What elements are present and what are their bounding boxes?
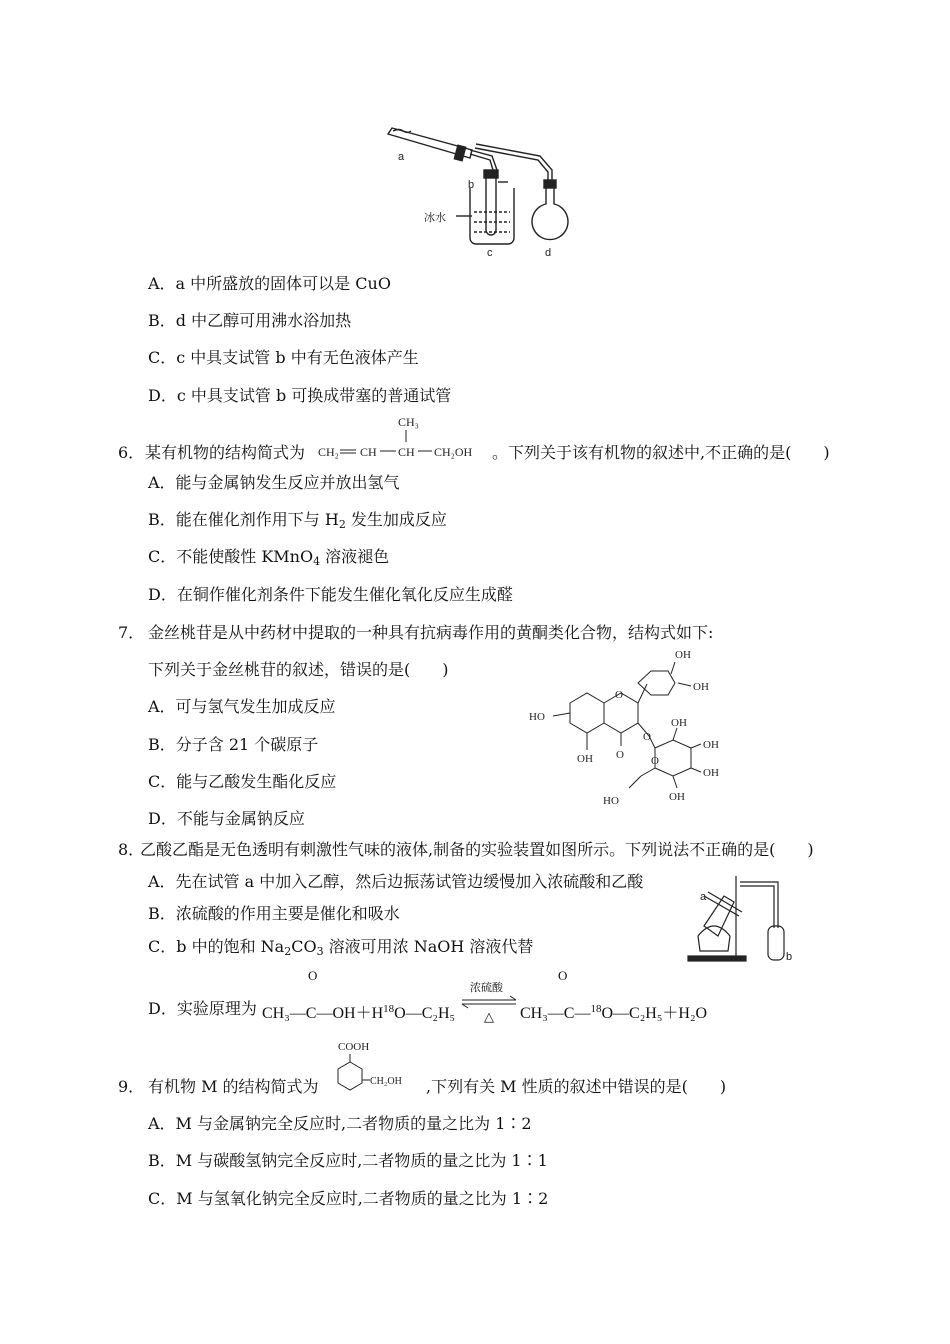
reaction-left-post: O—C₂H₅ xyxy=(394,1005,456,1022)
q8-option-a: A．先在试管 a 中加入乙醇，然后边振荡试管边缓慢加入浓硫酸和乙酸 xyxy=(148,872,644,891)
q6-option-b xyxy=(148,510,447,535)
q8-option-c-sub2: 3 xyxy=(316,945,324,958)
reaction-left-o: O xyxy=(308,968,318,983)
q8-number: 8． xyxy=(118,840,145,859)
distillation-apparatus-figure xyxy=(0,0,950,270)
q6-option-c-sub: 4 xyxy=(313,555,321,568)
q5-option-c: C．c 中具支试管 b 中有无色液体产生 xyxy=(148,348,419,367)
q6-structural-formula xyxy=(318,414,508,464)
q6-option-c xyxy=(148,547,389,572)
q7-substem: 下列关于金丝桃苷的叙述，错误的是( ) xyxy=(148,660,449,679)
sugar-oh-3: OH xyxy=(703,767,719,779)
q7-option-a: A．可与氢气发生加成反应 xyxy=(148,697,336,716)
q9-stem-before: 有机物 M 的结构简式为 xyxy=(148,1077,319,1096)
q6-number: 6． xyxy=(118,443,145,462)
ho-left: HO xyxy=(529,711,545,723)
q8-option-c xyxy=(148,937,533,962)
formula-ch2: CH₂ xyxy=(318,445,339,459)
q7-stem: 金丝桃苷是从中药材中提取的一种具有抗病毒作用的黄酮类化合物，结构式如下: xyxy=(148,623,714,642)
q7-option-d: D．不能与金属钠反应 xyxy=(148,809,305,828)
reaction-right-sup: 18 xyxy=(590,1003,602,1015)
formula-ch2oh: CH₂OH xyxy=(370,1076,402,1087)
formula-ch3: CH₃ xyxy=(398,415,419,429)
ester-apparatus-figure xyxy=(684,856,804,966)
sugar-oh-1: OH xyxy=(671,717,687,729)
ester-label-a: a xyxy=(700,891,707,903)
reaction-left-sup: 18 xyxy=(383,1003,395,1015)
reaction-condition: △ xyxy=(484,1010,494,1025)
q6-stem-before: 某有机物的结构简式为 xyxy=(145,443,306,462)
oh-right: OH xyxy=(693,681,709,693)
q6-option-b-sub: 2 xyxy=(338,518,346,531)
q6-stem-after: 。下列关于该有机物的叙述中,不正确的是( ) xyxy=(492,443,830,462)
carbonyl-o: O xyxy=(616,749,624,761)
q6-option-c-pre: C．不能使酸性 KMnO xyxy=(148,547,314,566)
label-a: a xyxy=(398,151,405,163)
q8-option-c-pre: C．b 中的饱和 Na xyxy=(148,937,285,956)
label-c: c xyxy=(487,247,493,259)
q5-option-b: B．d 中乙醇可用沸水浴加热 xyxy=(148,311,352,330)
q9-option-a: A．M 与金属钠完全反应时,二者物质的量之比为 1∶2 xyxy=(148,1114,532,1133)
q7-option-c: C．能与乙酸发生酯化反应 xyxy=(148,772,337,791)
q9-number: 9． xyxy=(118,1077,145,1096)
q7-number: 7． xyxy=(118,623,145,642)
glycoside-o: O xyxy=(643,731,651,743)
label-b: b xyxy=(468,179,475,191)
formula-ch-b: CH xyxy=(398,445,415,459)
q7-option-b: B．分子含 21 个碳原子 xyxy=(148,735,319,754)
q6-option-c-post: 溶液褪色 xyxy=(320,547,390,566)
reaction-left xyxy=(262,999,455,1024)
sugar-oh-4: OH xyxy=(669,791,685,803)
q8-option-b: B．浓硫酸的作用主要是催化和吸水 xyxy=(148,904,400,923)
hyperoside-structure-figure xyxy=(525,648,725,808)
formula-ch: CH xyxy=(360,445,377,459)
q9-structural-formula xyxy=(330,1040,420,1100)
reaction-catalyst: 浓硫酸 xyxy=(470,981,503,994)
reaction-right xyxy=(520,999,707,1024)
q8-option-d xyxy=(148,999,257,1019)
q9-stem-after: ,下列有关 M 性质的叙述中错误的是( ) xyxy=(426,1077,727,1096)
q5-option-d: D．c 中具支试管 b 可换成带塞的普通试管 xyxy=(148,386,452,405)
oh-bottom: OH xyxy=(577,753,593,765)
q6-option-b-post: 发生加成反应 xyxy=(345,510,447,529)
reaction-right-post: O—C₂H₅＋H₂O xyxy=(601,1005,708,1022)
sugar-oh-2: OH xyxy=(703,739,719,751)
q8-option-c-sub1: 2 xyxy=(284,945,292,958)
q8-option-c-post: 溶液可用浓 NaOH 溶液代替 xyxy=(323,937,534,956)
q6-option-b-pre: B．能在催化剂作用下与 H xyxy=(148,510,339,529)
sugar-ho: HO xyxy=(603,795,619,807)
q8-option-c-mid: CO xyxy=(291,937,317,956)
q6-option-a: A．能与金属钠发生反应并放出氢气 xyxy=(148,473,400,492)
q5-option-a: A．a 中所盛放的固体可以是 CuO xyxy=(148,274,391,293)
q6-option-d: D．在铜作催化剂条件下能发生催化氧化反应生成醛 xyxy=(148,585,513,604)
formula-tail: CH₂OH xyxy=(434,445,473,459)
reaction-right-pre: CH₃—C— xyxy=(520,1005,591,1022)
reaction-left-main: CH₃—C—OH＋H xyxy=(262,1005,384,1022)
reaction-right-o: O xyxy=(558,968,568,983)
label-d: d xyxy=(545,247,552,259)
q8-stem: 乙酸乙酯是无色透明有刺激性气味的液体,制备的实验装置如图所示。下列说法不正确的是( ) xyxy=(140,840,814,859)
sugar-ring-o: O xyxy=(651,755,659,767)
ring-o: O xyxy=(615,689,623,701)
q9-option-b: B．M 与碳酸氢钠完全反应时,二者物质的量之比为 1∶1 xyxy=(148,1151,548,1170)
q9-option-c: C．M 与氢氧化钠完全反应时,二者物质的量之比为 1∶2 xyxy=(148,1189,549,1208)
q8-option-d-pre: D．实验原理为 xyxy=(148,999,257,1018)
label-ice-water: 冰水 xyxy=(424,212,446,224)
ester-label-b: b xyxy=(786,951,793,963)
formula-cooh: COOH xyxy=(338,1041,370,1053)
oh-top: OH xyxy=(675,649,691,661)
